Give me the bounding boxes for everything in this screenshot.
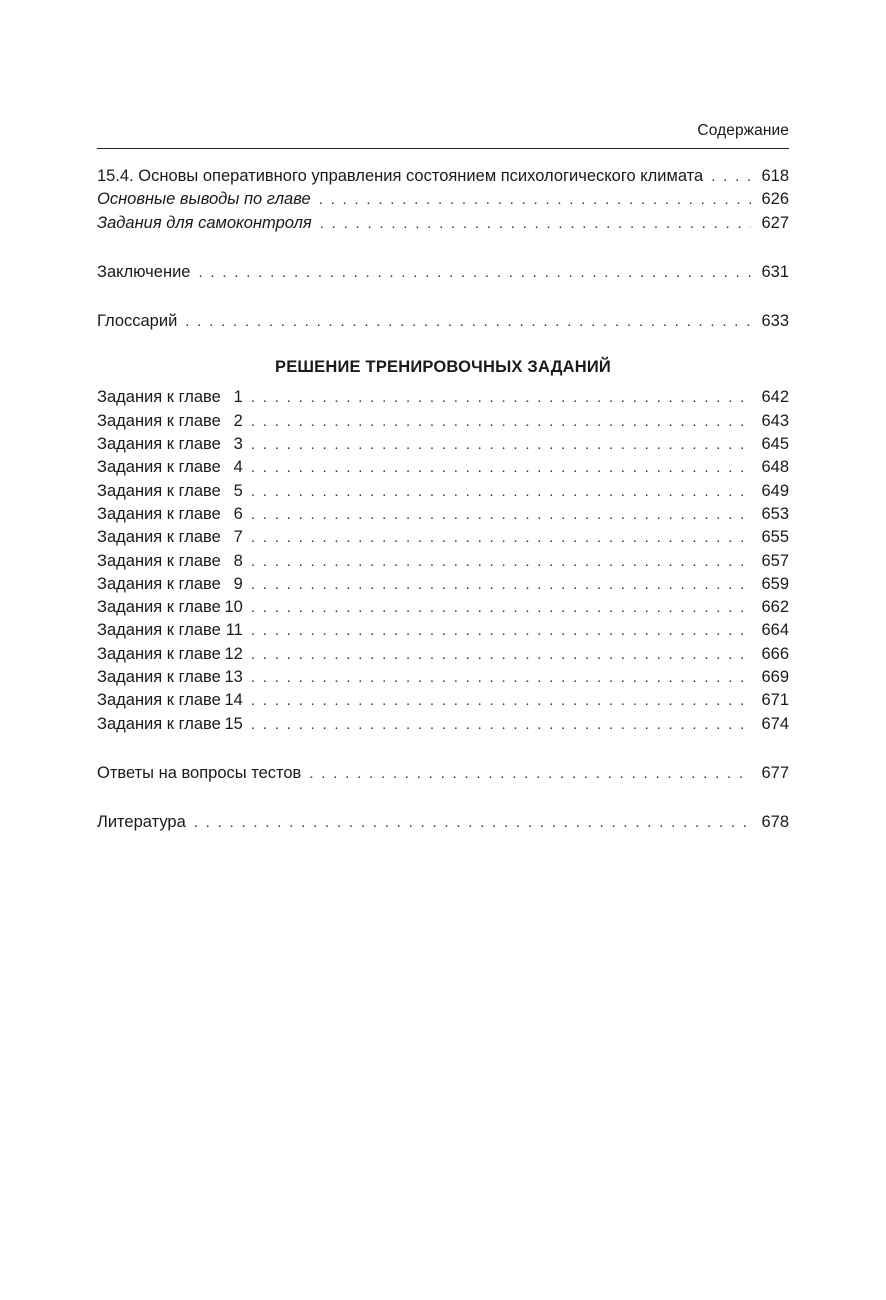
toc-entry-page: 642 [761,388,789,407]
toc-entry[interactable] [97,188,789,211]
chapter-number: 12 [224,644,243,663]
toc-entry-chapter-1[interactable] [97,386,789,409]
leader-dots [251,713,751,736]
chapter-prefix: Задания к главе [97,574,221,593]
leader-dots [319,188,751,211]
toc-entry-label [97,480,243,503]
leader-dots [251,689,751,712]
toc-entry-page: 677 [761,763,789,782]
chapter-task-list [97,386,789,735]
toc-entry-label: Задания для самоконтроля [97,213,312,232]
chapter-prefix: Задания к главе [97,551,221,570]
chapter-prefix: Задания к главе [97,668,221,687]
running-header-title: Содержание [697,122,789,139]
leader-dots [251,480,751,503]
leader-dots [251,619,751,642]
toc-entry-label: Заключение [97,262,191,281]
toc-entry-chapter-5[interactable] [97,480,789,503]
chapter-number: 1 [233,388,243,407]
toc-entry-chapter-13[interactable] [97,666,789,689]
leader-dots [251,456,751,479]
chapter-number: 14 [224,691,243,710]
toc-entry-label: 15.4. Основы оперативного управления состоянием психологического климата [97,167,704,185]
leader-dots [198,261,751,284]
toc-entry-chapter-14[interactable] [97,689,789,712]
toc-entry[interactable] [97,165,789,188]
toc-entry-page: 649 [761,481,789,500]
toc-entry-label [97,526,243,549]
toc-entry-page: 678 [761,813,789,832]
leader-dots [251,643,751,666]
chapter-number: 3 [233,435,243,454]
toc-entry-page: 669 [761,668,789,687]
toc-entry-literature[interactable] [97,811,789,834]
toc-entry-chapter-4[interactable] [97,456,789,479]
chapter-number: 9 [233,574,243,593]
leader-dots [194,811,751,834]
toc-entry-chapter-15[interactable] [97,713,789,736]
toc-entry-page: 666 [761,644,789,663]
chapter-number: 15 [224,714,243,733]
chapter-number: 7 [233,528,243,547]
leader-dots [251,526,751,549]
chapter-prefix: Задания к главе [97,458,221,477]
toc-entry-label: Ответы на вопросы тестов [97,763,302,782]
toc-entry-page: 643 [761,411,789,430]
toc-entry-chapter-9[interactable] [97,573,789,596]
toc-entry-page: 653 [761,504,789,523]
chapter-number: 2 [233,411,243,430]
chapter-prefix: Задания к главе [97,528,221,547]
leader-dots [251,503,751,526]
table-of-contents [97,165,789,835]
toc-entry-page: 655 [761,528,789,547]
toc-entry-chapter-2[interactable] [97,410,789,433]
leader-dots [251,386,751,409]
toc-entry-label [97,689,243,712]
toc-entry-chapter-11[interactable] [97,619,789,642]
chapter-prefix: Задания к главе [97,644,221,663]
toc-entry-chapter-7[interactable] [97,526,789,549]
toc-entry-answers[interactable] [97,762,789,785]
section-heading: РЕШЕНИЕ ТРЕНИРОВОЧНЫХ ЗАДАНИЙ [274,358,611,377]
chapter-prefix: Задания к главе [97,621,221,640]
chapter-number: 4 [233,458,243,477]
toc-entry-label [97,643,243,666]
toc-entry-page: 618 [761,167,789,185]
chapter-prefix: Задания к главе [97,435,221,454]
toc-entry-label [97,573,243,596]
toc-entry-page: 659 [761,574,789,593]
toc-entry-page: 662 [761,598,789,617]
chapter-prefix: Задания к главе [97,714,221,733]
leader-dots [251,410,751,433]
leader-dots [185,310,751,333]
chapter-number: 13 [224,668,243,687]
toc-entry[interactable] [97,212,789,235]
chapter-prefix: Задания к главе [97,388,221,407]
toc-entry-label [97,456,243,479]
chapter-prefix: Задания к главе [97,691,221,710]
leader-dots [251,573,751,596]
toc-entry-label [97,503,243,526]
toc-entry-page: 627 [761,213,789,232]
chapter-number: 5 [233,481,243,500]
leader-dots [711,165,751,188]
toc-entry-chapter-8[interactable] [97,550,789,573]
toc-entry-page: 664 [761,621,789,640]
toc-entry-label [97,666,243,689]
running-header [97,120,789,149]
toc-entry-label [97,550,243,573]
chapter-number: 11 [225,621,243,640]
toc-entry-label [97,713,243,736]
leader-dots [251,666,751,689]
toc-entry-chapter-6[interactable] [97,503,789,526]
toc-entry-label: Основные выводы по главе [97,190,311,209]
toc-entry-page: 633 [761,312,789,331]
toc-entry-label [97,619,243,642]
leader-dots [251,596,751,619]
leader-dots [320,212,751,235]
chapter-number: 6 [233,504,243,523]
toc-entry-chapter-10[interactable] [97,596,789,619]
toc-entry-page: 645 [761,435,789,454]
toc-entry-label: Литература [97,813,186,832]
toc-entry-page: 626 [761,190,789,209]
toc-entry-chapter-3[interactable] [97,433,789,456]
toc-entry-label [97,386,243,409]
leader-dots [251,433,751,456]
toc-entry-label [97,410,243,433]
toc-entry-page: 657 [761,551,789,570]
toc-entry-label [97,433,243,456]
leader-dots [251,550,751,573]
chapter-number: 8 [233,551,243,570]
chapter-prefix: Задания к главе [97,504,221,523]
toc-entry-page: 648 [761,458,789,477]
toc-entry-page: 671 [761,691,789,710]
chapter-number: 10 [224,598,243,617]
toc-entry-label [97,596,243,619]
toc-entry-chapter-12[interactable] [97,643,789,666]
toc-entry-page: 674 [761,714,789,733]
toc-entry-conclusion[interactable] [97,261,789,284]
toc-entry-page: 631 [761,262,789,281]
leader-dots [309,762,751,785]
chapter-prefix: Задания к главе [97,598,221,617]
chapter-prefix: Задания к главе [97,481,221,500]
toc-entry-label: Глоссарий [97,312,178,331]
toc-entry-glossary[interactable] [97,310,789,333]
chapter-prefix: Задания к главе [97,411,221,430]
